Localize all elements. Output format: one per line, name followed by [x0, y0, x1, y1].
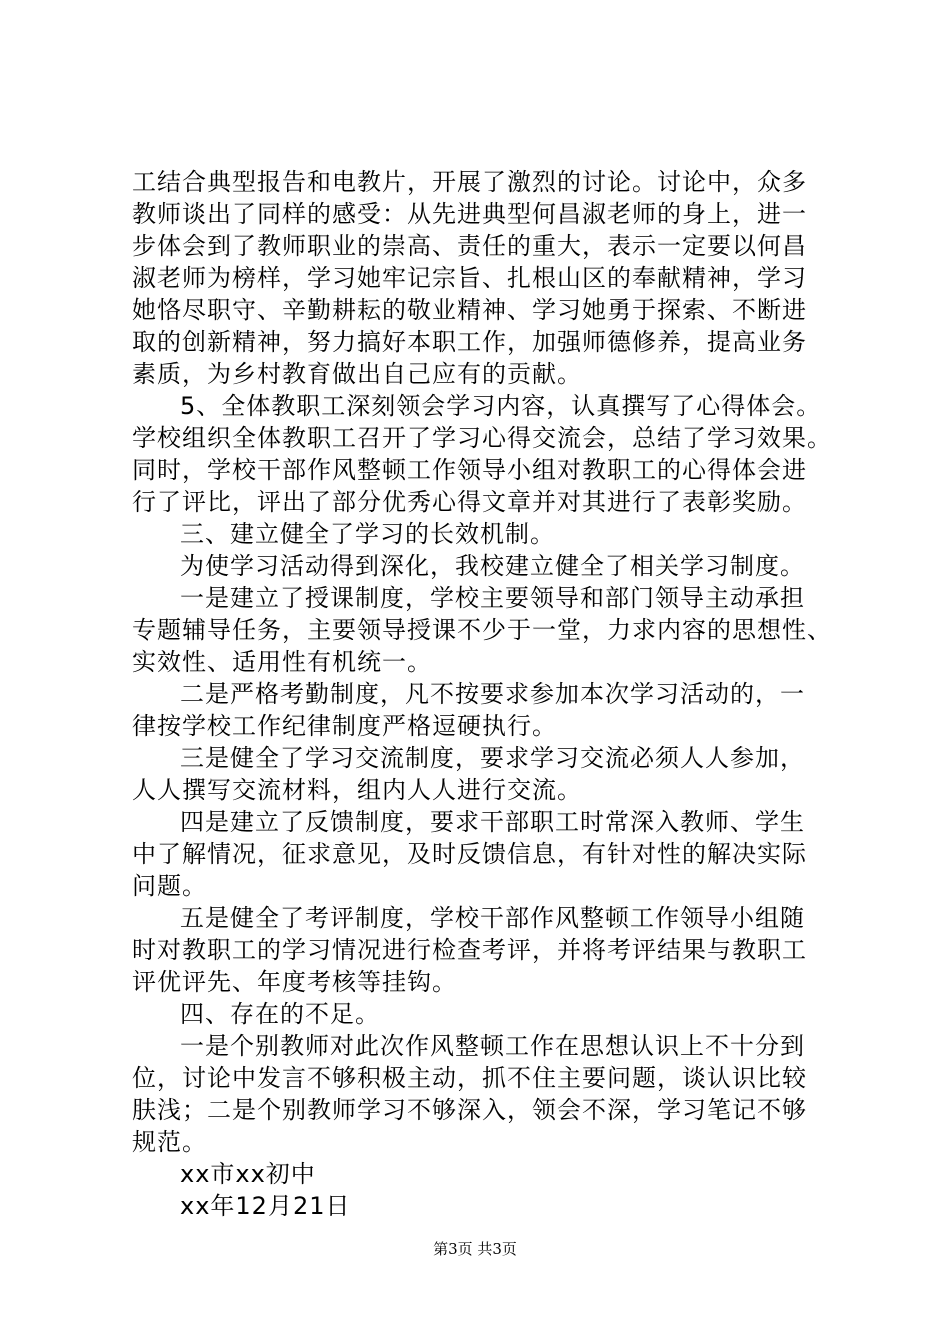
- text-line: 素质，为乡村教育做出自己应有的贡献。: [132, 360, 582, 388]
- text-line: 一是建立了授课制度，学校主要领导和部门领导主动承担: [180, 584, 805, 612]
- text-line: 二是严格考勤制度，凡不按要求参加本次学习活动的，一: [180, 680, 805, 708]
- text-line: 中了解情况，征求意见，及时反馈信息，有针对性的解决实际: [132, 840, 807, 868]
- text-line: 工结合典型报告和电教片，开展了激烈的讨论。讨论中，众多: [132, 168, 807, 196]
- text-line: 一是个别教师对此次作风整顿工作在思想认识上不十分到: [180, 1032, 805, 1060]
- document-body: [132, 166, 867, 1222]
- text-line: 取的创新精神，努力搞好本职工作，加强师德修养，提高业务: [132, 328, 807, 356]
- text-line: 五是健全了考评制度，学校干部作风整顿工作领导小组随: [180, 904, 805, 932]
- text-line: 5、全体教职工深刻领会学习内容，认真撰写了心得体会。: [180, 392, 822, 420]
- text-line: 肤浅；二是个别教师学习不够深入，领会不深，学习笔记不够: [132, 1096, 807, 1124]
- text-line: 行了评比，评出了部分优秀心得文章并对其进行了表彰奖励。: [132, 488, 807, 516]
- text-line: 学校组织全体教职工召开了学习心得交流会，总结了学习效果。: [132, 424, 832, 452]
- text-line: 三、建立健全了学习的长效机制。: [180, 520, 555, 548]
- text-line: 四是建立了反馈制度，要求干部职工时常深入教师、学生: [180, 808, 805, 836]
- text-line: 专题辅导任务，主要领导授课不少于一堂，力求内容的思想性、: [132, 616, 832, 644]
- text-line: 三是健全了学习交流制度，要求学习交流必须人人参加，: [180, 744, 805, 772]
- text-line: 问题。: [132, 872, 207, 900]
- text-line: 四、存在的不足。: [180, 1000, 380, 1028]
- text-line: 教师谈出了同样的感受：从先进典型何昌淑老师的身上，进一: [132, 200, 807, 228]
- text-line: 时对教职工的学习情况进行检查考评，并将考评结果与教职工: [132, 936, 807, 964]
- text-line: 步体会到了教师职业的崇高、责任的重大，表示一定要以何昌: [132, 232, 807, 260]
- text-line: 她恪尽职守、辛勤耕耘的敬业精神、学习她勇于探索、不断进: [132, 296, 807, 324]
- text-line: 同时，学校干部作风整顿工作领导小组对教职工的心得体会进: [132, 456, 807, 484]
- text-line: 规范。: [132, 1128, 207, 1156]
- page-footer: 第3页 共3页: [433, 1240, 517, 1258]
- text-line: 为使学习活动得到深化，我校建立健全了相关学习制度。: [180, 552, 805, 580]
- text-line: 位，讨论中发言不够积极主动，抓不住主要问题，谈认识比较: [132, 1064, 807, 1092]
- text-line: 律按学校工作纪律制度严格逗硬执行。: [132, 712, 557, 740]
- text-line: 实效性、适用性有机统一。: [132, 648, 432, 676]
- text-line: 淑老师为榜样，学习她牢记宗旨、扎根山区的奉献精神，学习: [132, 264, 807, 292]
- text-line: xx年12月21日: [180, 1192, 351, 1220]
- text-line: xx市xx初中: [180, 1160, 316, 1188]
- text-line: 人人撰写交流材料，组内人人进行交流。: [132, 776, 582, 804]
- text-line: 评优评先、年度考核等挂钩。: [132, 968, 457, 996]
